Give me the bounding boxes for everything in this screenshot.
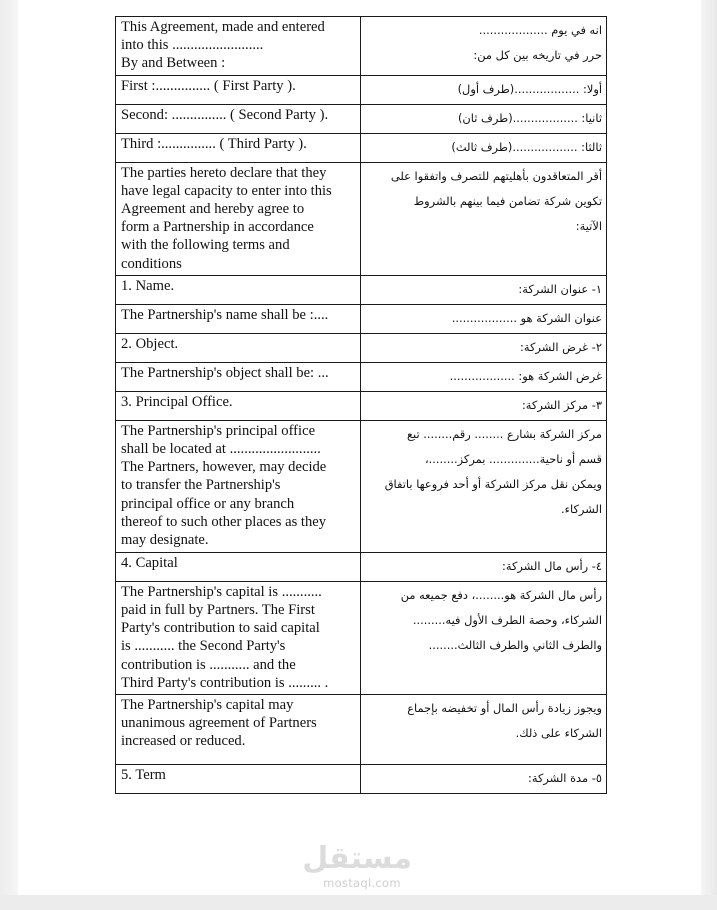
english-cell — [116, 17, 361, 76]
arabic-cell — [361, 17, 607, 76]
english-text-line: The Partnership's principal office — [121, 422, 316, 439]
english-cell — [116, 552, 361, 581]
english-text-line: Third :............... ( Third Party ). — [121, 135, 307, 152]
arabic-text-line: أقر المتعاقدون بأهليتهم للتصرف واتفقوا على — [390, 168, 602, 183]
agreement-row — [116, 765, 607, 794]
english-text-line: form a Partnership in accordance — [121, 219, 314, 236]
english-text-line: By and Between : — [121, 55, 226, 72]
agreement-table-body — [116, 17, 607, 794]
agreement-row — [116, 581, 607, 694]
arabic-text-line: أولا: ..................(طرف أول) — [457, 81, 602, 96]
agreement-row — [116, 275, 607, 304]
agreement-row — [116, 104, 607, 133]
bilingual-agreement-table — [115, 16, 607, 794]
arabic-text-line: مركز الشركة بشارع ........ رقم........ تبع — [406, 426, 602, 441]
english-text-line: unanimous agreement of Partners — [121, 715, 317, 732]
english-text-line: The Partnership's name shall be :.... — [121, 306, 329, 323]
arabic-text-line: الشركاء. — [561, 501, 602, 516]
arabic-text-line: ثالثا: ..................(طرف ثالث) — [451, 139, 602, 154]
arabic-text-line: الآتية: — [575, 218, 602, 233]
agreement-row — [116, 162, 607, 275]
english-cell — [116, 162, 361, 275]
arabic-text-line: ٢- غرض الشركة: — [520, 339, 602, 354]
english-text-line: thereof to such other places as they — [121, 513, 327, 530]
arabic-cell — [361, 75, 607, 104]
arabic-text-line: والطرف الثاني والطرف الثالث........ — [428, 637, 602, 652]
agreement-row — [116, 75, 607, 104]
english-text-line: paid in full by Partners. The First — [121, 602, 315, 619]
arabic-cell — [361, 765, 607, 794]
arabic-text-line: ثانيا: ..................(طرف ثان) — [457, 110, 602, 125]
english-text-line: is ........... the Second Party's — [121, 638, 286, 655]
english-text-line: The Partnership's object shall be: ... — [121, 364, 329, 381]
arabic-cell — [361, 333, 607, 362]
english-text-line: 3. Principal Office. — [121, 393, 233, 410]
mostaql-watermark — [302, 841, 412, 890]
arabic-text-line: رأس مال الشركة هو........، دفع جميعه من — [400, 587, 602, 602]
english-cell — [116, 304, 361, 333]
english-cell — [116, 333, 361, 362]
arabic-cell — [361, 420, 607, 552]
arabic-text-line: ٥- مدة الشركة: — [528, 771, 602, 786]
english-text-line: have legal capacity to enter into this — [121, 182, 332, 199]
english-cell — [116, 420, 361, 552]
english-cell — [116, 75, 361, 104]
agreement-row — [116, 304, 607, 333]
agreement-row — [116, 17, 607, 76]
english-text-line: The Partners, however, may decide — [121, 459, 327, 476]
arabic-cell — [361, 104, 607, 133]
english-text-line: increased or reduced. — [121, 733, 246, 750]
english-cell — [116, 391, 361, 420]
english-text-line: conditions — [121, 255, 182, 272]
english-text-line: shall be located at ......................... — [121, 441, 321, 458]
agreement-row — [116, 362, 607, 391]
english-text-line: 5. Term — [121, 767, 166, 784]
english-cell — [116, 104, 361, 133]
english-text-line: The parties hereto declare that they — [121, 164, 327, 181]
english-text-line: The Partnership's capital may — [121, 697, 294, 714]
english-text-line: Agreement and hereby agree to — [121, 201, 305, 218]
agreement-row — [116, 391, 607, 420]
english-text-line: with the following terms and — [121, 237, 290, 254]
arabic-cell — [361, 275, 607, 304]
bottom-page-edge — [0, 895, 717, 910]
arabic-cell — [361, 133, 607, 162]
english-text-line: into this ......................... — [121, 37, 264, 54]
arabic-cell — [361, 552, 607, 581]
agreement-row — [116, 420, 607, 552]
arabic-text-line: تكوين شركة تضامن فيما بينهم بالشروط — [413, 193, 602, 208]
arabic-cell — [361, 391, 607, 420]
arabic-cell — [361, 162, 607, 275]
english-cell — [116, 765, 361, 794]
english-text-line: 4. Capital — [121, 554, 178, 571]
agreement-row — [116, 552, 607, 581]
english-text-line: Party's contribution to said capital — [121, 620, 320, 637]
watermark-url: mostaql.com — [323, 876, 401, 890]
left-page-margin — [0, 0, 18, 910]
arabic-text-line: انه في يوم ................... — [478, 23, 602, 37]
arabic-text-line: حرر في تاريخه بين كل من: — [473, 48, 602, 62]
english-text-line: This Agreement, made and entered — [121, 19, 325, 35]
english-text-line: 1. Name. — [121, 277, 175, 294]
english-cell — [116, 581, 361, 694]
agreement-row — [116, 333, 607, 362]
english-text-line: may designate. — [121, 532, 209, 549]
agreement-row — [116, 133, 607, 162]
arabic-cell — [361, 304, 607, 333]
english-text-line: First :............... ( First Party ). — [121, 77, 296, 94]
english-cell — [116, 133, 361, 162]
arabic-text-line: ويجوز زيادة رأس المال أو تخفيضه بإجماع — [407, 701, 602, 716]
english-cell — [116, 362, 361, 391]
arabic-text-line: غرض الشركة هو: .................. — [449, 368, 602, 383]
english-text-line: principal office or any branch — [121, 495, 295, 512]
arabic-text-line: الشركاء، وحصة الطرف الأول فيه......... — [412, 612, 602, 627]
arabic-text-line: ١- عنوان الشركة: — [518, 281, 602, 296]
arabic-cell — [361, 581, 607, 694]
arabic-text-line: عنوان الشركة هو .................. — [451, 310, 602, 325]
arabic-cell — [361, 695, 607, 765]
arabic-text-line: قسم أو ناحية.............. بمركز........، — [424, 451, 602, 466]
arabic-text-line: ويمكن نقل مركز الشركة أو أحد فروعها باتفاق — [384, 476, 602, 491]
right-page-margin — [701, 0, 717, 910]
arabic-text-line: ٣- مركز الشركة: — [521, 397, 602, 412]
arabic-text-line: ٤- رأس مال الشركة: — [502, 558, 602, 573]
english-text-line: 2. Object. — [121, 335, 179, 352]
english-cell — [116, 695, 361, 765]
arabic-cell — [361, 362, 607, 391]
english-text-line: Second: ............... ( Second Party ). — [121, 106, 329, 123]
english-cell — [116, 275, 361, 304]
english-text-line: contribution is ........... and the — [121, 656, 296, 673]
arabic-text-line: الشركاء على ذلك. — [515, 726, 602, 741]
english-text-line: Third Party's contribution is ......... . — [121, 674, 329, 691]
english-text-line: to transfer the Partnership's — [121, 477, 281, 494]
watermark-logo-text: مستقل — [302, 841, 412, 876]
agreement-row — [116, 695, 607, 765]
english-text-line: The Partnership's capital is ........... — [121, 583, 322, 600]
